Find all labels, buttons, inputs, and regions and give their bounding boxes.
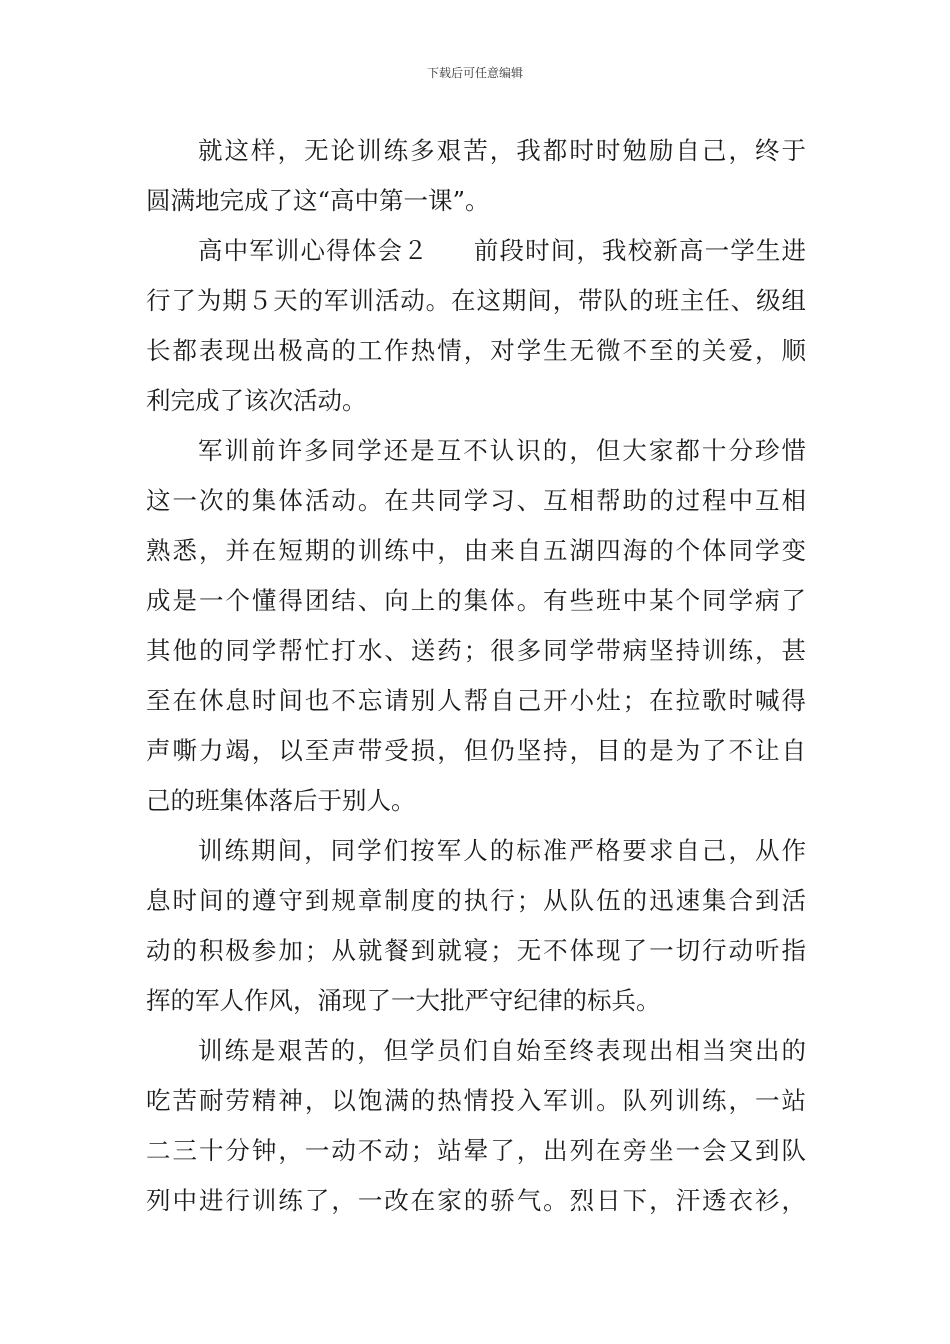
text-line: 声嘶力竭，以至声带受损，但仍坚持，目的是为了不让自 xyxy=(146,736,806,765)
text-line: 息时间的遵守到规章制度的执行；从队伍的迅速集合到活 xyxy=(146,886,806,915)
paragraph-1 xyxy=(146,126,806,226)
text-line: 至在休息时间也不忘请别人帮自己开小灶；在拉歌时喊得 xyxy=(146,686,806,715)
text-line: 这一次的集体活动。在共同学习、互相帮助的过程中互相 xyxy=(146,486,806,515)
paragraph-3 xyxy=(146,426,806,826)
paragraph-2 xyxy=(146,226,806,426)
paragraph-5 xyxy=(146,1026,806,1226)
text-line: 行了为期５天的军训活动。在这期间，带队的班主任、级组 xyxy=(146,286,806,315)
text-line: 二三十分钟，一动不动；站晕了，出列在旁坐一会又到队 xyxy=(146,1136,806,1165)
section-heading: 高中军训心得体会２ xyxy=(198,236,429,265)
page-header: 下载后可任意编辑 xyxy=(426,66,523,80)
text-line: 成是一个懂得团结、向上的集体。有些班中某个同学病了 xyxy=(146,586,806,615)
document-body xyxy=(146,126,806,1226)
heading-line xyxy=(146,226,806,276)
text-line: 熟悉，并在短期的训练中，由来自五湖四海的个体同学变 xyxy=(146,536,806,565)
text-line-fragment: 前段时间，我校新高一学生进 xyxy=(472,236,807,265)
text-line: 吃苦耐劳精神，以饱满的热情投入军训。队列训练，一站 xyxy=(146,1086,806,1115)
text-line: 挥的军人作风，涌现了一大批严守纪律的标兵。 xyxy=(146,986,661,1015)
text-line: 其他的同学帮忙打水、送药；很多同学带病坚持训练，甚 xyxy=(146,636,806,665)
text-line: 列中进行训练了，一改在家的骄气。烈日下，汗透衣衫， xyxy=(146,1186,806,1215)
text-line: 训练是艰苦的，但学员们自始至终表现出相当突出的 xyxy=(198,1036,806,1065)
text-line: 长都表现出极高的工作热情，对学生无微不至的关爱，顺 xyxy=(146,336,806,365)
paragraph-4 xyxy=(146,826,806,1026)
text-line: 利完成了该次活动。 xyxy=(146,386,367,415)
text-line: 己的班集体落后于别人。 xyxy=(146,786,416,815)
text-line: 圆满地完成了这“高中第一课”。 xyxy=(146,186,490,215)
text-line: 动的积极参加；从就餐到就寝；无不体现了一切行动听指 xyxy=(146,936,806,965)
text-line: 军训前许多同学还是互不认识的，但大家都十分珍惜 xyxy=(198,436,806,465)
text-line: 就这样，无论训练多艰苦，我都时时勉励自己，终于 xyxy=(198,136,806,165)
text-line: 训练期间，同学们按军人的标准严格要求自己，从作 xyxy=(198,836,806,865)
